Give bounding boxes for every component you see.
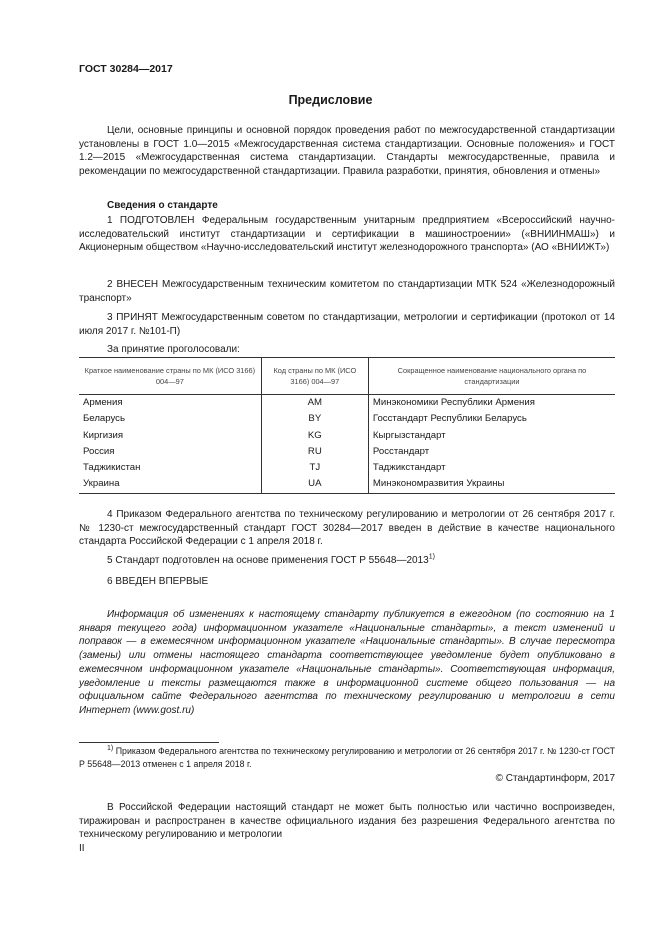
item-3-adopted: 3 ПРИНЯТ Межгосударственным советом по стандартизации, метрологии и сертификации (протокол от 14 июля 2017 г. №101-П) (79, 312, 615, 337)
item-5-text: 5 Стандарт подготовлен на основе применения ГОСТ Р 55648—2013 (107, 555, 429, 566)
country-name: Беларусь (83, 413, 125, 425)
national-body: Госстандарт Республики Беларусь (368, 411, 615, 427)
footnote (79, 745, 615, 770)
item-5-basis (79, 554, 615, 568)
voted-label: За принятие проголосовали: (107, 344, 240, 355)
item-6-introduced: 6 ВВЕДЕН ВПЕРВЫЕ (107, 576, 209, 587)
table-header-body: Сокращенное наименование национального органа по стандартизации (368, 358, 615, 395)
changes-notice-text: Информация об изменениях к настоящему стандарту публикуется в ежегодном (по состоянию на 1 января текущего года) информационном указателе «Национальные стандарты», а текст изменений и поправок — в ежемесячном информационном указателе «Национальные стандарты». В случае пересмотра (замены) или отмены настоящего стандарта соответствующее уведомление будет опубликовано в ежемесячном информационном указателе «Национальные стандарты». Соответствующая информация, уведомление и тексты размещаются также в информационной системе общего пользования — на официальном сайте Федерального агентства по техническому регулированию и метрологии в сети Интернет (www.gost.ru) (79, 609, 615, 716)
legal-notice: В Российской Федерации настоящий стандарт не может быть полностью или частично воспроизведен, тиражирован и распространен в качестве официального издания без разрешения Федерального агентства по техническому регулированию и метрологии (79, 802, 615, 841)
intro-paragraph: Цели, основные принципы и основной порядок проведения работ по межгосударственной стандартизации установлены в ГОСТ 1.0—2015 «Межгосударственная система стандартизации. Основные положения» и ГОСТ 1.2—2015 «Межгосударственная система стандартизации. Стандарты межгосударственные, правила и рекомендации по межгосударственной стандартизации. Правила разработки, принятия, обновления и отмены» (79, 125, 615, 177)
footnote-mark: 1) (107, 745, 114, 753)
table-row (79, 460, 615, 476)
footnote-reference: 1) (428, 553, 435, 561)
voting-countries-table (79, 357, 615, 494)
country-code: TJ (261, 460, 368, 476)
country-name: Армения (83, 397, 123, 408)
country-name: Россия (83, 445, 115, 457)
table-header-country: Краткое наименование страны по МК (ИСО 3166) 004—97 (79, 358, 261, 395)
table-row (79, 411, 615, 427)
country-code: KG (261, 428, 368, 444)
table-row (79, 444, 615, 460)
page-title: Предисловие (288, 93, 373, 107)
country-code: RU (261, 444, 368, 460)
national-body: Минэкономразвития Украины (368, 476, 615, 493)
country-code: AM (261, 395, 368, 412)
document-code-header: ГОСТ 30284—2017 (79, 63, 173, 75)
copyright: © Стандартинформ, 2017 (495, 773, 615, 784)
table-row (79, 395, 615, 412)
table-header-row (79, 358, 615, 395)
item-2-submitted: 2 ВНЕСЕН Межгосударственным техническим комитетом по стандартизации МТК 524 «Железнодорожный транспорт» (79, 279, 615, 304)
footnote-divider (79, 742, 219, 743)
national-body: Таджикстандарт (368, 460, 615, 476)
page-number: II (79, 843, 85, 854)
table-header-code: Код страны по МК (ИСО 3166) 004—97 (261, 358, 368, 395)
national-body: Кыргызстандарт (368, 428, 615, 444)
table-row (79, 428, 615, 444)
country-code: BY (261, 411, 368, 427)
country-name: Таджикистан (83, 462, 141, 474)
footnote-text: Приказом Федерального агентства по техническому регулированию и метрологии от 26 сентября 2017 г. № 1230-ст ГОСТ Р 55648—2013 отменен с 1 апреля 2018 г. (79, 746, 615, 769)
changes-notice (79, 608, 615, 718)
item-1-prepared: 1 ПОДГОТОВЛЕН Федеральным государственным унитарным предприятием «Всероссийский научно-исследовательский институт стандартизации и сертификации в машиностроении» («ВНИИНМАШ») и Акционерным обществом «Научно-исследовательский институт железнодорожного транспорта» (АО «ВНИИЖТ») (79, 215, 615, 254)
country-name: Украина (83, 478, 120, 490)
table-row (79, 476, 615, 493)
country-code: UA (261, 476, 368, 493)
item-4-order: 4 Приказом Федерального агентства по техническому регулированию и метрологии от 26 сентября 2017 г. № 1230-ст межгосударственный стандарт ГОСТ 30284—2017 введен в действие в качестве национального стандарта Российской Федерации с 1 апреля 2018 г. (79, 509, 615, 548)
national-body: Минэкономики Республики Армения (368, 395, 615, 412)
country-name: Киргизия (83, 429, 124, 441)
national-body: Росстандарт (368, 444, 615, 460)
section-title: Сведения о стандарте (107, 200, 218, 211)
